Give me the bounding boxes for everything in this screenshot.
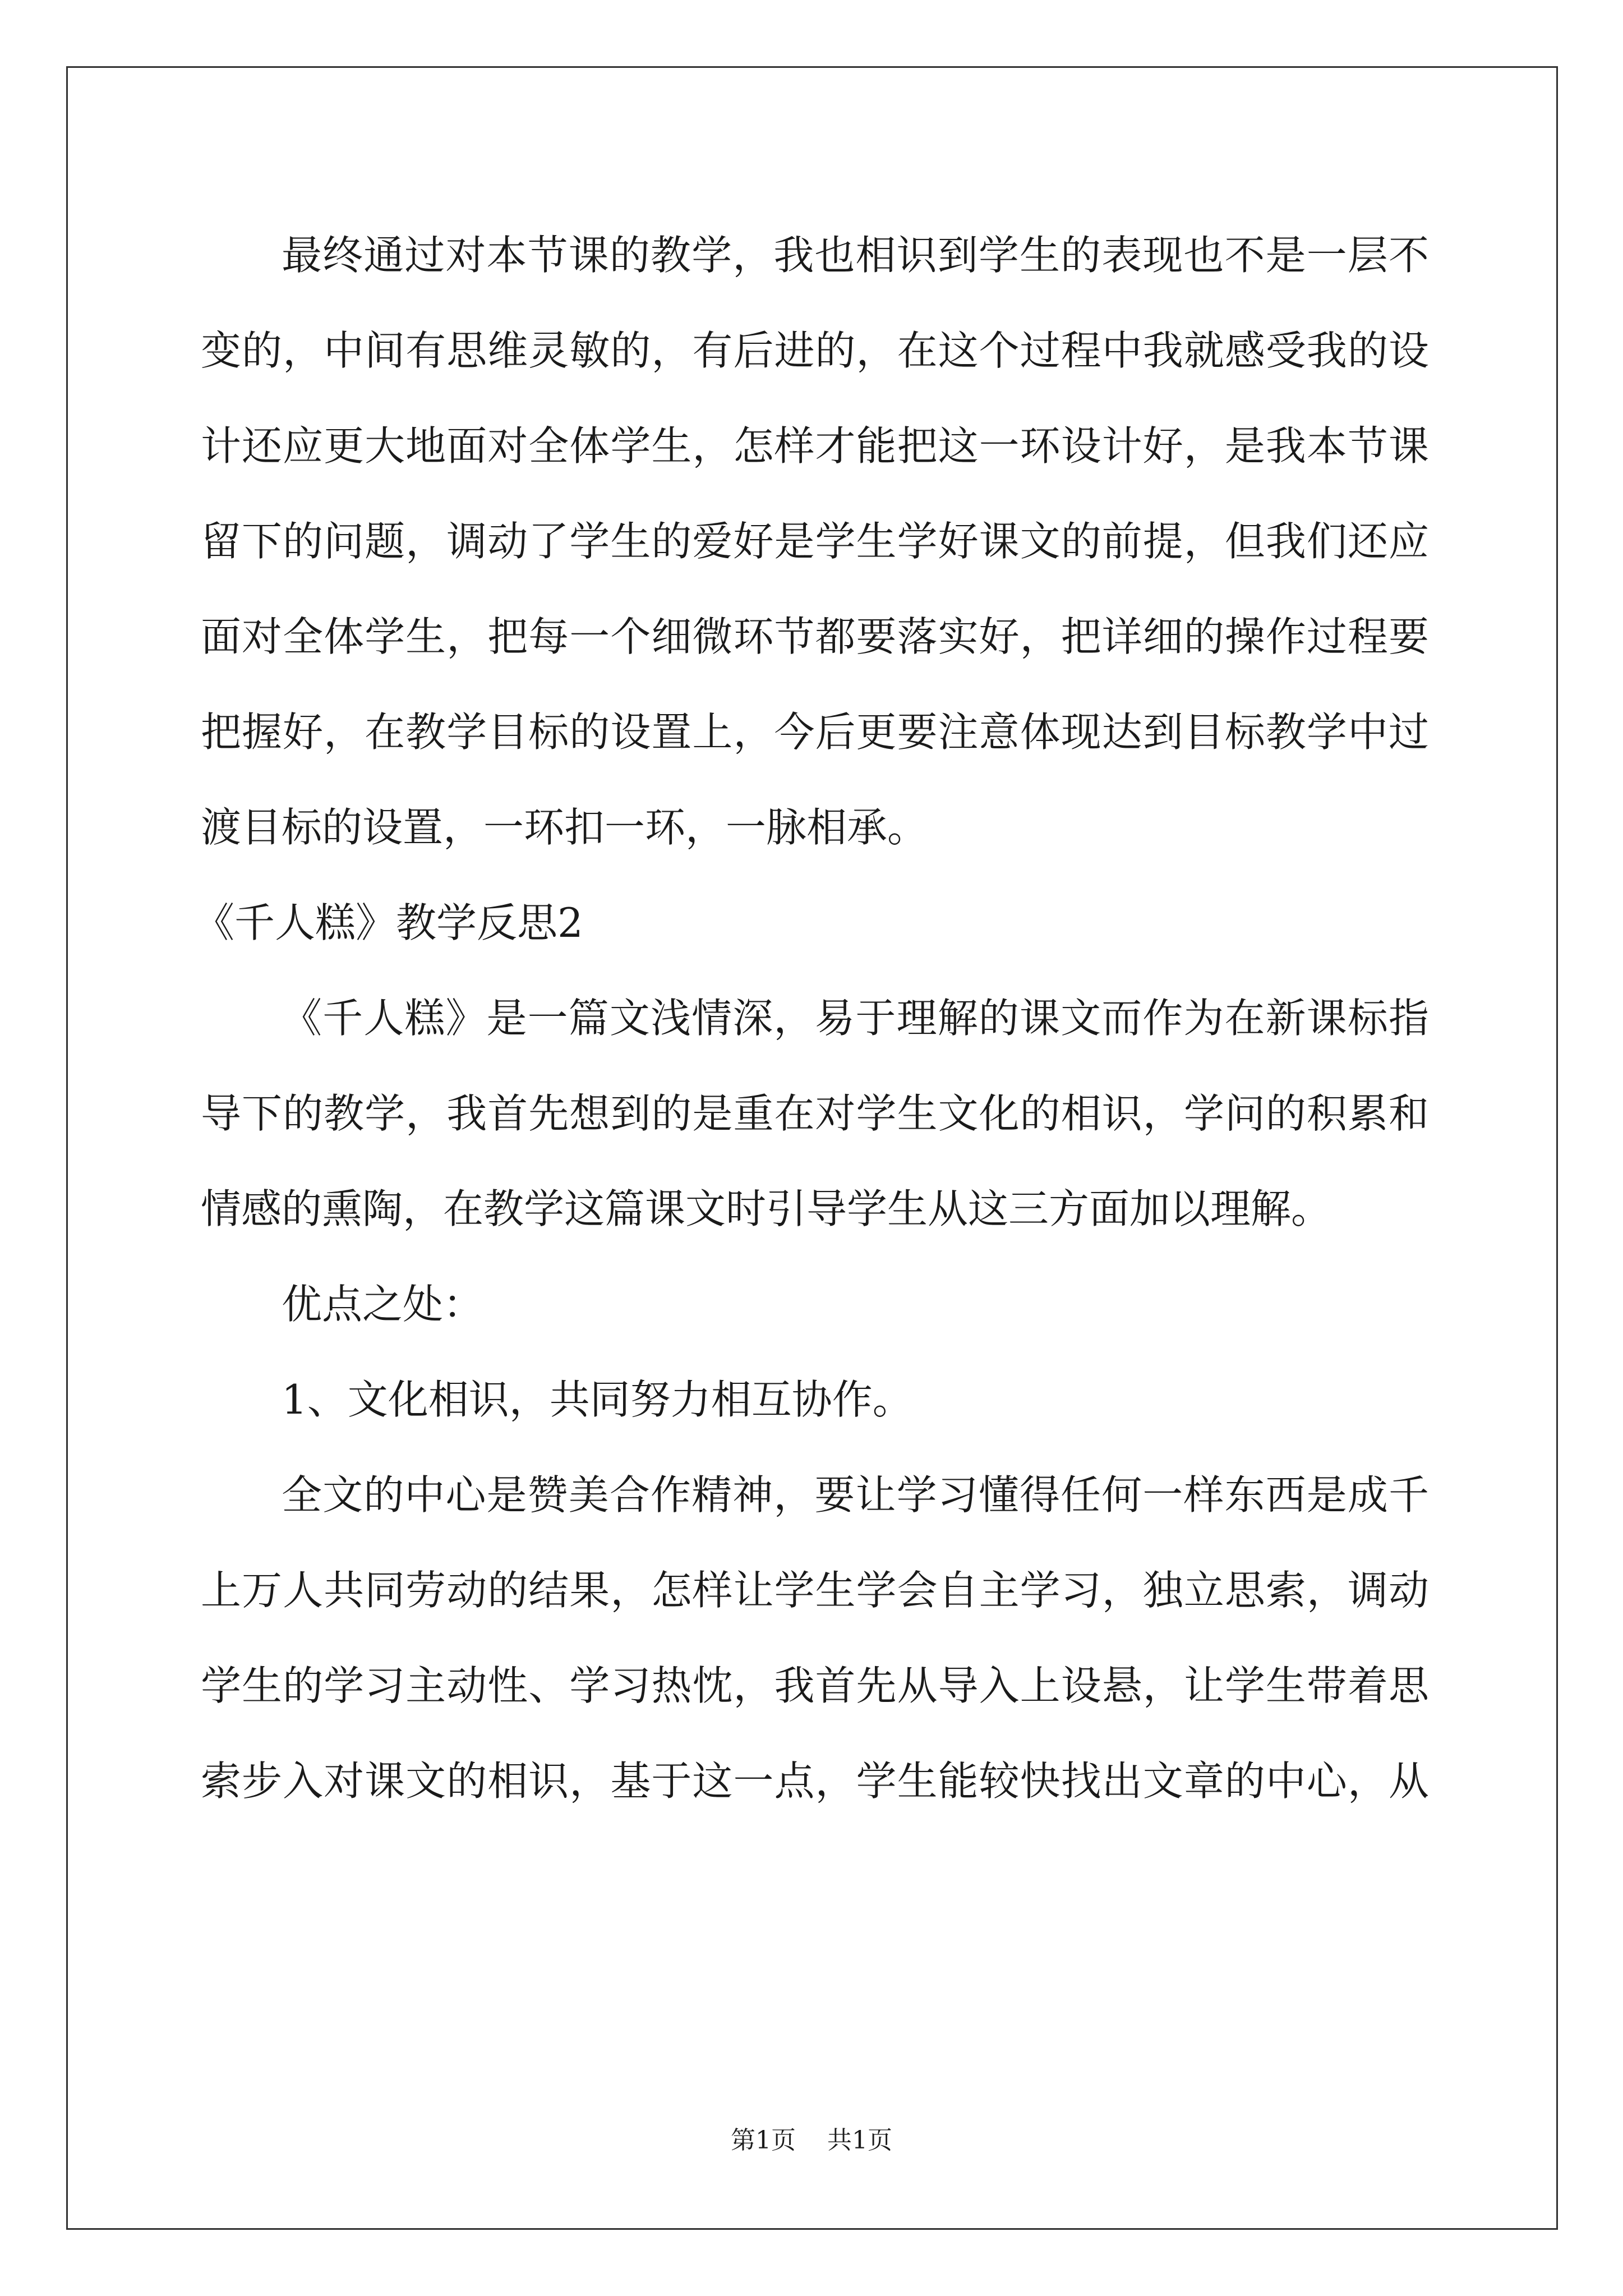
text-line: 1、文化相识，共同努力相互协作。: [282, 1376, 913, 1423]
text-line: 索步入对课文的相识，基于这一点，学生能较快找出文章的中心，从: [201, 1757, 1429, 1805]
paragraph: [201, 1352, 1429, 1447]
paragraph: [201, 970, 1429, 1257]
section-heading-wrap: [195, 875, 1429, 970]
document-body: [194, 208, 1429, 1829]
paragraph: [201, 1447, 1429, 1829]
text-line: 全文的中心是赞美合作精神，要让学习懂得任何一样东西是成千: [282, 1471, 1429, 1519]
text-line: 最终通过对本节课的教学，我也相识到学生的表现也不是一层不: [282, 232, 1429, 279]
page-total: 共1页: [827, 2126, 892, 2155]
page-footer: [0, 2124, 1623, 2157]
text-line: 优点之处：: [282, 1281, 484, 1328]
paragraph: [201, 1257, 1429, 1352]
section-heading: 《千人糕》教学反思2: [194, 899, 583, 946]
text-line: 学生的学习主动性、学习热忱，我首先从导入上设悬，让学生带着思: [201, 1662, 1429, 1709]
page-number: 第1页: [731, 2126, 796, 2155]
text-line: 变的，中间有思维灵敏的，有后进的，在这个过程中我就感受我的设: [201, 327, 1429, 374]
text-line: 留下的问题，调动了学生的爱好是学生学好课文的前提，但我们还应: [201, 518, 1429, 565]
paragraph: [201, 208, 1429, 875]
text-line: 计还应更大地面对全体学生，怎样才能把这一环设计好，是我本节课: [201, 422, 1429, 470]
text-line: 情感的熏陶，在教学这篇课文时引导学生从这三方面加以理解。: [201, 1185, 1332, 1232]
text-line: 上万人共同劳动的结果，怎样让学生学会自主学习，独立思索，调动: [201, 1567, 1429, 1614]
text-line: 渡目标的设置，一环扣一环，一脉相承。: [201, 804, 928, 851]
text-line: 导下的教学，我首先想到的是重在对学生文化的相识，学问的积累和: [201, 1090, 1429, 1137]
text-line: 把握好，在教学目标的设置上，今后更要注意体现达到目标教学中过: [201, 708, 1429, 756]
text-line: 面对全体学生，把每一个细微环节都要落实好，把详细的操作过程要: [201, 613, 1429, 660]
text-line: 《千人糕》是一篇文浅情深，易于理解的课文而作为在新课标指: [282, 995, 1429, 1042]
